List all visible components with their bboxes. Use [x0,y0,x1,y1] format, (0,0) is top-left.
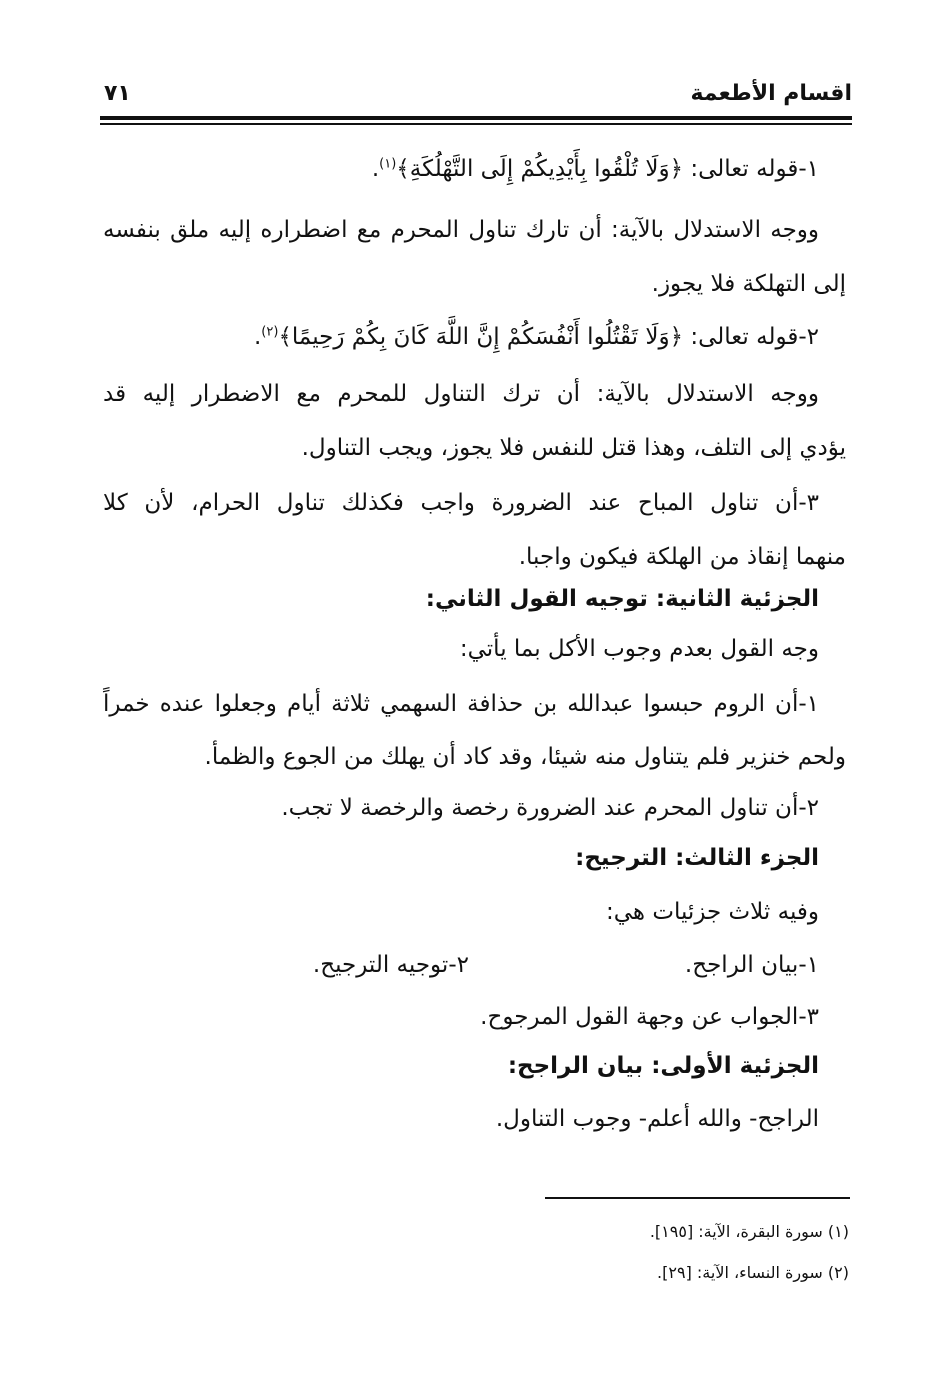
header-rule-thick [100,116,852,120]
text-line-13: ٢-أن تناول المحرم عند الضرورة رخصة والرخصة لا تجب. [281,795,819,821]
text-line-15: وفيه ثلاث جزئيات هي: [605,899,819,925]
footnote-ref-1: (١) [379,156,397,172]
footnote-rule [545,1197,850,1199]
list-item-2: ٢-توجيه الترجيح. [312,952,469,978]
list-item-3: ٣-الجواب عن وجهة القول المرجوح. [480,1004,819,1030]
subsection-heading-2: الجزئية الأولى: بيان الراجح: [507,1053,819,1079]
section-heading: الجزء الثالث: الترجيح: [575,845,819,871]
text-line-5: ووجه الاستدلال بالآية: أن ترك التناول للمحرم مع الاضطرار إليه قد [103,381,819,407]
text-line-3: إلى التهلكة فلا يجوز. [651,271,846,297]
page-header [100,78,852,116]
verse-citation-1: ١-قوله تعالى: ﴿وَلَا تُلْقُوا بِأَيْدِيكُمْ إِلَى التَّهْلُكَةِ﴾ [396,156,819,182]
verse-citation-2: ٢-قوله تعالى: ﴿وَلَا تَقْتُلُوا أَنْفُسَكُمْ إِنَّ اللَّهَ كَانَ بِكُمْ رَحِيمًا﴾ [278,324,819,350]
page-number: ٧١ [104,81,131,106]
text-line-1: ١-قوله تعالى: ﴿وَلَا تُلْقُوا بِأَيْدِيكُمْ إِلَى التَّهْلُكَةِ﴾$^{(١)}$. [371,156,819,182]
text-line-19: الراجح- والله أعلم- وجوب التناول. [495,1106,819,1132]
text-line-8: منهما إنقاذ من الهلكة فيكون واجبا. [518,544,846,570]
running-title: اقسام الأطعمة [690,81,852,106]
text-line-11: ١-أن الروم حبسوا عبدالله بن حذافة السهمي ثلاثة أيام وجعلوا عنده خمراً [103,691,819,717]
footnote-2: (٢) سورة النساء، الآية: [٢٩]. [657,1263,849,1282]
text-line-6: يؤدي إلى التلف، وهذا قتل للنفس فلا يجوز، ويجب التناول. [301,435,846,461]
text-line-12: ولحم خنزير فلم يتناول منه شيئا، وقد كاد أن يهلك من الجوع والظمأ. [204,744,846,770]
text-line-4: ٢-قوله تعالى: ﴿وَلَا تَقْتُلُوا أَنْفُسَكُمْ إِنَّ اللَّهَ كَانَ بِكُمْ رَحِيمًا﴾$^{(٢)}$. [253,324,819,350]
text-line-2: ووجه الاستدلال بالآية: أن تارك تناول المحرم مع اضطراره إليه ملق بنفسه [103,217,819,243]
text-line-7: ٣-أن تناول المباح عند الضرورة واجب فكذلك تناول الحرام، لأن كلا [103,490,819,516]
text-line-10: وجه القول بعدم وجوب الأكل بما يأتي: [459,636,819,662]
header-rule-thin [100,123,852,125]
subsection-heading-1: الجزئية الثانية: توجيه القول الثاني: [425,586,819,612]
footnote-ref-2: (٢) [261,324,279,340]
footnote-1: (١) سورة البقرة، الآية: [١٩٥]. [649,1222,849,1241]
list-item-1: ١-بيان الراجح. [684,952,819,978]
